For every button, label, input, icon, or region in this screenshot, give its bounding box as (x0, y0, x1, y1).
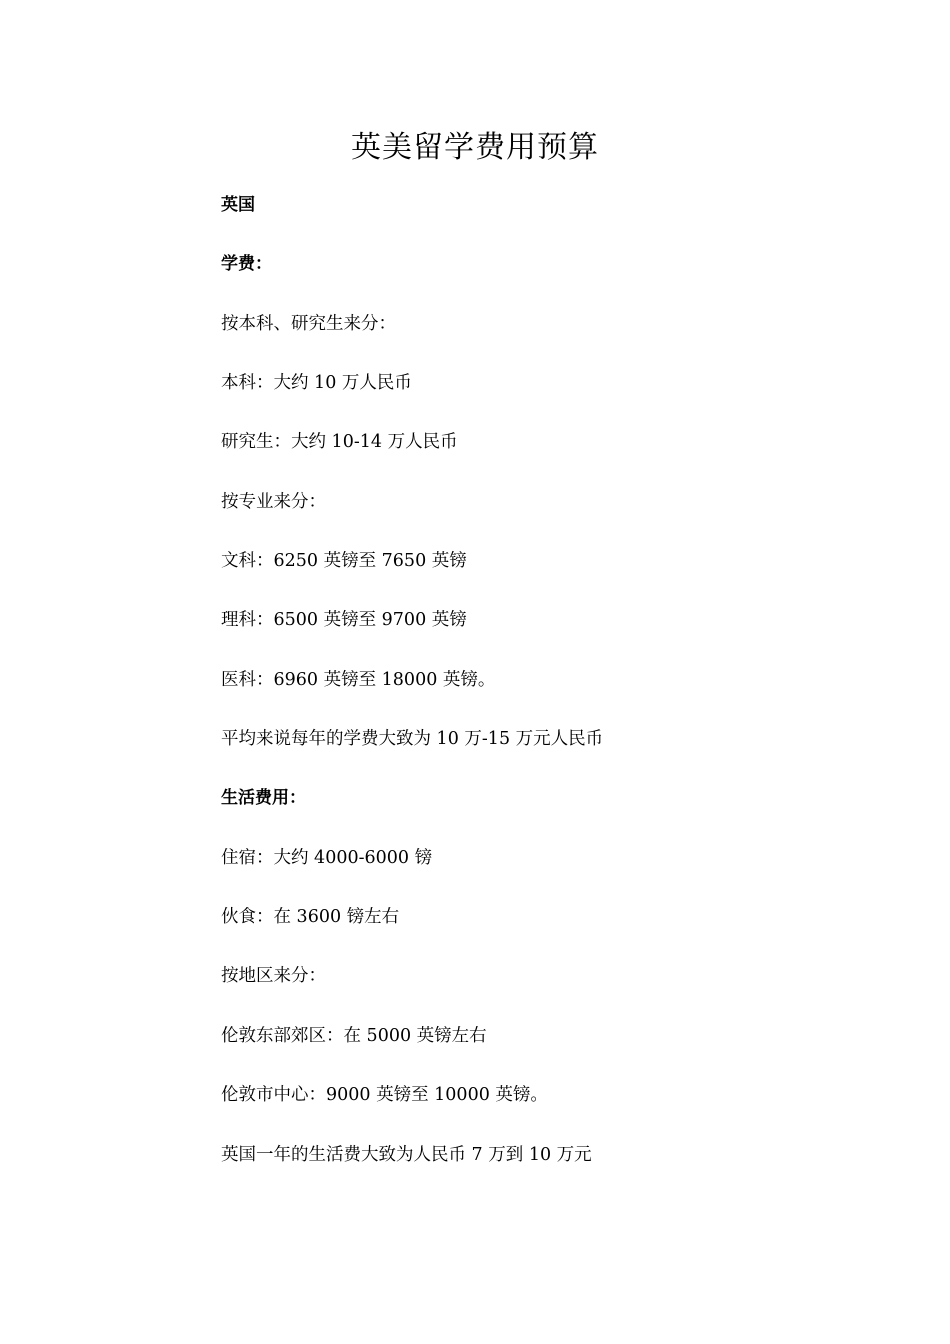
subheading-living-costs: 生活费用： (221, 788, 306, 809)
paragraph-line: 理科：6500 英镑至 9700 英镑 (221, 610, 467, 631)
paragraph-line: 医科：6960 英镑至 18000 英镑。 (221, 669, 496, 690)
subheading-tuition: 学费： (221, 254, 272, 275)
section-heading-uk: 英国 (221, 195, 255, 215)
paragraph-line: 平均来说每年的学费大致为 10 万-15 万元人民币 (221, 729, 604, 750)
paragraph-line: 按本科、研究生来分： (221, 313, 396, 334)
paragraph-line: 研究生：大约 10-14 万人民币 (221, 432, 458, 453)
paragraph-line: 按专业来分： (221, 491, 326, 512)
paragraph-line: 伙食：在 3600 镑左右 (221, 907, 400, 928)
paragraph-line: 按地区来分： (221, 966, 326, 987)
page-title: 英美留学费用预算 (351, 130, 599, 165)
paragraph-line: 本科：大约 10 万人民币 (221, 373, 412, 394)
paragraph-line: 文科：6250 英镑至 7650 英镑 (221, 551, 467, 572)
paragraph-line: 住宿：大约 4000-6000 镑 (221, 847, 433, 868)
document-body (221, 188, 861, 1197)
paragraph-line: 伦敦东部郊区：在 5000 英镑左右 (221, 1025, 487, 1046)
paragraph-line: 英国一年的生活费大致为人民币 7 万到 10 万元 (221, 1144, 592, 1165)
paragraph-line: 伦敦市中心：9000 英镑至 10000 英镑。 (221, 1085, 548, 1106)
